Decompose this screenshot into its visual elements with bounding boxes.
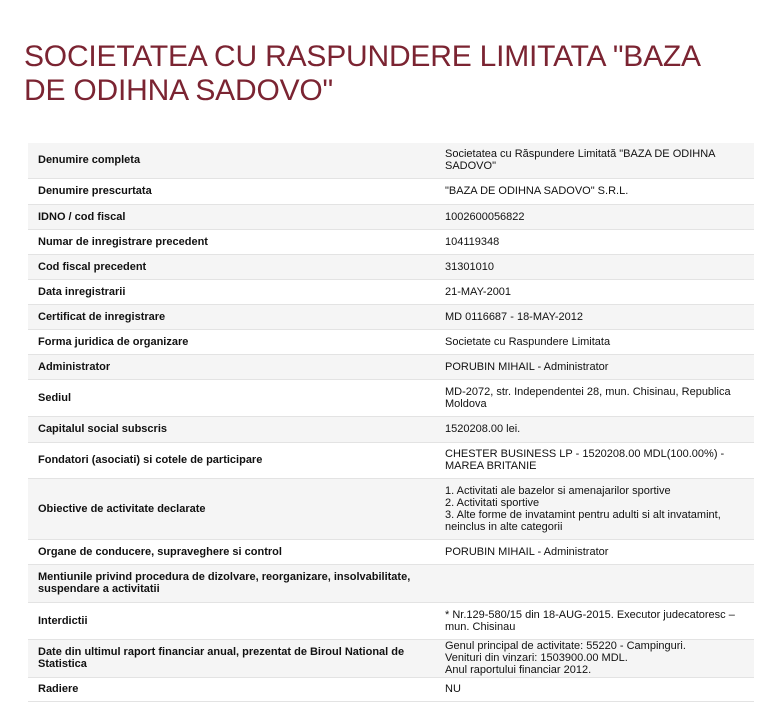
row-value [445,416,754,442]
value-line: NU [445,683,461,695]
row-value [445,229,754,254]
row-label: Numar de inregistrare precedent [38,235,208,248]
row-label: Capitalul social subscris [38,423,167,435]
table-row [28,279,754,304]
value-line: MAREA BRITANIE [445,460,537,472]
row-value [445,677,754,701]
value-line: Genul principal de activitate: 55220 - Campinguri. [445,640,686,652]
value-line: PORUBIN MIHAIL - Administrator [445,360,609,373]
value-line: Moldova [445,397,487,410]
row-value [445,329,754,354]
table-row [28,442,754,478]
row-value [445,602,754,639]
row-value [445,564,754,602]
row-label: Certificat de inregistrare [38,310,166,323]
table-row [28,143,754,178]
table-row [28,379,754,416]
value-line: 1002600056822 [445,210,525,223]
row-label: Denumire completa [38,154,141,167]
row-label: Sediul [38,391,72,404]
row-label: Denumire prescurtata [38,185,152,197]
table-row [28,539,754,564]
row-label: Data inregistrarii [38,285,126,298]
row-label: Interdictii [38,614,88,627]
row-value [445,204,754,229]
row-value [445,539,754,564]
row-label: Forma juridica de organizare [38,335,189,348]
value-line: 3. Alte forme de invatamint pentru adulti si alt invatamint, [445,508,721,521]
table-row [28,304,754,329]
row-value [445,379,754,416]
table-row [28,478,754,539]
table-row [28,677,754,701]
row-label: Administrator [38,360,111,373]
table-row [28,416,754,442]
row-value [445,478,754,539]
table-row [28,354,754,379]
table-row [28,639,754,677]
table-row [28,254,754,279]
row-label: Organe de conducere, supraveghere si control [38,545,282,558]
row-label: Mentiunile privind procedura de dizolvare, reorganizare, insolvabilitate, suspendare a activitatii [38,571,411,595]
value-line: 1520208.00 lei. [445,423,521,435]
value-line: 31301010 [445,260,494,273]
table-row [28,564,754,602]
value-line: PORUBIN MIHAIL - Administrator [445,545,609,558]
row-value [445,304,754,329]
value-line: neinclus in alte categorii [445,520,563,533]
value-line: SADOVO" [445,160,496,173]
company-info-table-body [28,143,754,701]
row-value [445,354,754,379]
value-line: MD 0116687 - 18-MAY-2012 [445,310,583,323]
value-line: Societatea cu Răspundere Limitată "BAZA DE ODIHNA [445,148,716,161]
row-label: IDNO / cod fiscal [38,210,126,223]
value-line: 104119348 [445,235,500,248]
row-value [445,639,754,677]
value-line: Anul raportului financiar 2012. [445,664,592,676]
row-value [445,178,754,204]
value-line: Societate cu Raspundere Limitata [445,335,611,348]
row-label: Obiective de activitate declarate [38,502,206,515]
value-line: 1. Activitati ale bazelor si amenajarilor sportive [445,484,671,497]
row-label: Fondatori (asociati) si cotele de participare [38,454,263,466]
value-line: * Nr.129-580/15 din 18-AUG-2015. Executor judecatoresc – [445,608,735,621]
value-line: 2. Activitati sportive [445,496,540,509]
row-value [445,254,754,279]
row-label: Radiere [38,683,79,695]
table-row [28,329,754,354]
table-row [28,229,754,254]
row-value [445,143,754,178]
row-value [445,279,754,304]
company-info-table [28,143,754,702]
value-line: 21-MAY-2001 [445,285,512,298]
row-value [445,442,754,478]
row-label: Date din ultimul raport financiar anual, prezentat de Biroul National de Statistica [38,646,405,670]
value-line: mun. Chisinau [445,620,516,633]
row-label: Cod fiscal precedent [38,260,147,273]
table-row [28,602,754,639]
page-title: SOCIETATEA CU RASPUNDERE LIMITATA "BAZA DE ODIHNA SADOVO" [24,40,700,107]
value-line: CHESTER BUSINESS LP - 1520208.00 MDL(100.00%) - [445,448,725,460]
value-line: Venituri din vinzari: 1503900.00 MDL. [445,652,628,664]
table-row [28,204,754,229]
value-line: MD-2072, str. Independentei 28, mun. Chisinau, Republica [445,385,731,398]
table-row [28,178,754,204]
value-line: "BAZA DE ODIHNA SADOVO" S.R.L. [445,185,629,197]
